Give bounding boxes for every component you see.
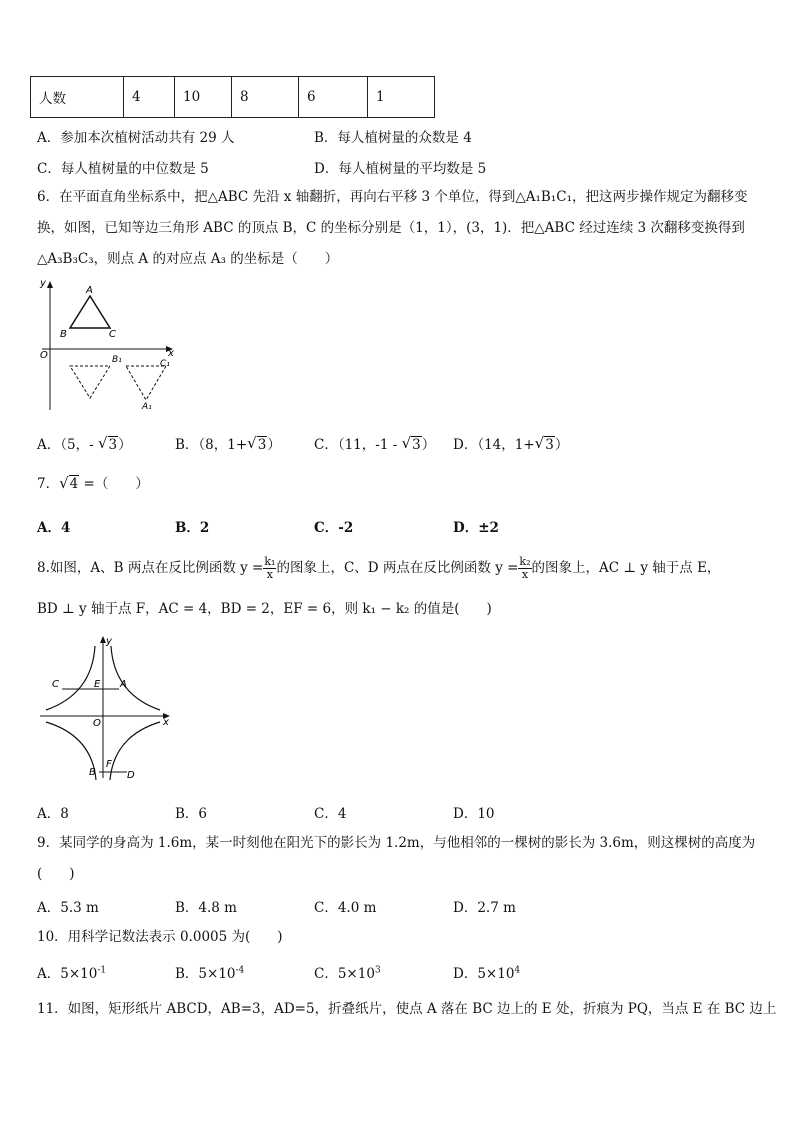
q10-text: 10．用科学记数法表示 0.0005 为( ) (37, 929, 283, 945)
point-c1-label: C₁ (160, 359, 170, 369)
q6-text-line-3: △A₃B₃C₃，则点 A 的对应点 A₃ 的坐标是（ ） (37, 251, 339, 267)
q8-option-d: D．10 (453, 806, 495, 822)
triangle-abc (70, 296, 110, 328)
q6-figure (36, 278, 176, 414)
q9-option-b: B．4.8 m (175, 900, 237, 916)
triangle-a1b1c1 (126, 366, 166, 400)
q5-option-c: C．每人植树量的中位数是 5 (37, 161, 209, 177)
point-b-label: B (60, 329, 67, 340)
point-e-label: E (94, 679, 101, 690)
triangle-reflected (70, 366, 110, 398)
origin-label: O (40, 350, 48, 361)
point-c-label: C (52, 679, 59, 690)
q5-option-b: B．每人植树量的众数是 4 (314, 130, 472, 146)
table-row (31, 77, 435, 118)
point-b1-label: B₁ (112, 355, 122, 365)
q10-option-a: A．$5\times 10^{-1}$ (37, 965, 107, 982)
table-cell: 1 (368, 77, 435, 118)
q7-option-d: D．±2 (453, 520, 499, 536)
origin-label: O (93, 718, 101, 729)
q6-option-a: A．（5，- √3） (37, 434, 132, 453)
y-label: y (40, 278, 46, 289)
point-b-label: B (89, 767, 96, 778)
q6-option-c: C．（11，-1 - √3） (314, 434, 436, 453)
curve-k1-quadrant-1 (111, 646, 160, 710)
point-c-label: C (109, 329, 116, 340)
q9-text-line-2: ( ) (37, 866, 75, 882)
table-cell: 4 (124, 77, 175, 118)
q8-text-line-2: BD ⊥ y 轴于点 F，AC = 4，BD = 2，EF = 6，则 k₁ − k₂ 的值是( ) (37, 601, 492, 617)
q7-option-a: A．4 (37, 520, 71, 536)
table-row-label: 人数 (31, 77, 124, 118)
table-cell: 10 (175, 77, 232, 118)
q5-option-a: A．参加本次植树活动共有 29 人 (37, 130, 235, 146)
point-a-label: A (86, 285, 93, 296)
curve-k2-quadrant-2 (46, 646, 95, 710)
point-f-label: F (106, 759, 112, 770)
table-cell: 6 (299, 77, 368, 118)
point-d-label: D (127, 770, 135, 781)
table-cell: 8 (232, 77, 299, 118)
q8-option-a: A．8 (37, 806, 69, 822)
q6-text-line-2: 换，如图，已知等边三角形 ABC 的顶点 B，C 的坐标分别是（1，1），(3，1)．把△ABC 经过连续 3 次翻移变换得到 (37, 220, 745, 236)
q8-figure (38, 632, 174, 782)
curve-k2-quadrant-4 (110, 722, 160, 780)
point-a1-label: A₁ (142, 402, 152, 412)
q9-text-line-1: 9．某同学的身高为 1.6m，某一时刻他在阳光下的影长为 1.2m，与他相邻的一棵树的影长为 3.6m，则这棵树的高度为 (37, 835, 756, 851)
q8-option-b: B．6 (175, 806, 208, 822)
q10-option-b: B．$5\times 10^{-4}$ (175, 965, 245, 982)
q7-text: 7．√4 =（ ） (37, 474, 149, 492)
q10-option-d: D．$5\times 10^4$ (453, 965, 521, 982)
q10-option-c: C．$5\times 10^3$ (314, 965, 381, 982)
q11-text-line-1: 11．如图，矩形纸片 ABCD，AB=3，AD=5，折叠纸片，使点 A 落在 BC 边上的 E 处，折痕为 PQ，当点 E 在 BC 边上 (37, 1001, 777, 1017)
data-table (30, 76, 435, 118)
y-axis-arrow-icon (47, 281, 53, 288)
q7-option-c: C．-2 (314, 520, 354, 536)
q5-option-d: D．每人植树量的平均数是 5 (314, 161, 487, 177)
q8-option-c: C．4 (314, 806, 347, 822)
x-label: x (163, 717, 169, 728)
q6-option-d: D．（14，1+√3） (453, 434, 569, 453)
q6-option-b: B．（8，1+√3） (175, 434, 281, 453)
q9-option-c: C．4.0 m (314, 900, 377, 916)
q9-option-a: A．5.3 m (37, 900, 99, 916)
x-label: x (168, 348, 174, 359)
q6-text-line-1: 6．在平面直角坐标系中，把△ABC 先沿 x 轴翻折，再向右平移 3 个单位，得到△A₁B₁C₁，把这两步操作规定为翻移变 (37, 189, 748, 205)
q9-option-d: D．2.7 m (453, 900, 516, 916)
q8-text-line-1: 8.如图，A、B 两点在反比例函数 y = $\frac{\text{k₁}}{x}$ 的图象上，C、D 两点在反比例函数 y = $\frac{\text{k₂}}{x}$ 的图象上，AC ⊥ y 轴于点 E， (37, 555, 721, 581)
y-label: y (106, 636, 112, 647)
q7-option-b: B．2 (175, 520, 210, 536)
point-a-label: A (120, 679, 127, 690)
